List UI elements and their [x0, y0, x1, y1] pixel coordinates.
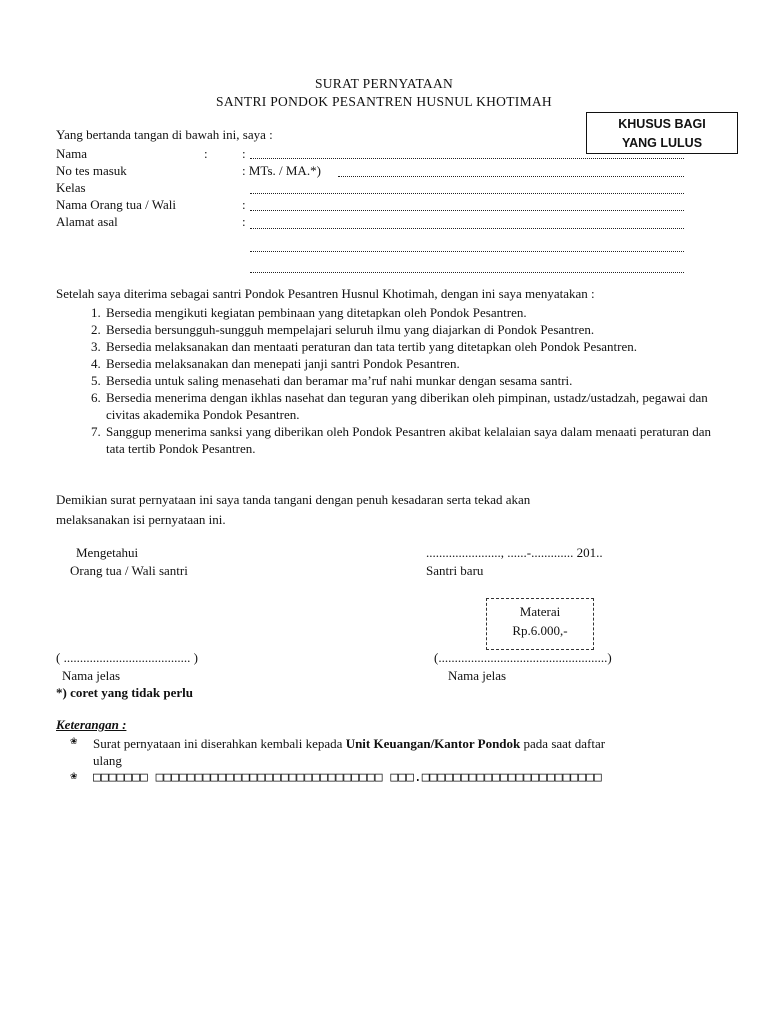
statement-intro: Setelah saya diterima sebagai santri Pondok Pesantren Husnul Khotimah, dengan ini saya menyatakan : — [56, 286, 595, 301]
no-tes-value: : MTs. / MA.*) — [242, 163, 321, 178]
no-tes-line — [338, 176, 684, 177]
badge-line1: KHUSUS BAGI — [618, 117, 706, 131]
keterangan-item-1 — [93, 736, 605, 752]
materai-stamp-box — [486, 598, 594, 650]
keterangan-item-1-tail: pada saat daftar — [520, 736, 606, 751]
wali-line — [250, 210, 684, 211]
santri-baru-label: Santri baru — [426, 563, 484, 578]
doc-subtitle: SANTRI PONDOK PESANTREN HUSNUL KHOTIMAH — [216, 94, 552, 109]
flower-bullet-icon: ❀ — [70, 772, 78, 782]
doc-title: SURAT PERNYATAAN — [314, 76, 454, 91]
field-colon: : — [204, 146, 208, 161]
field-label-no-tes: No tes masuk — [56, 163, 127, 178]
keterangan-item-1-bold: Unit Keuangan/Kantor Pondok — [345, 736, 521, 751]
list-item: 6. Bersedia menerima dengan ikhlas nasehat dan teguran yang diberikan oleh pimpinan, ustadz/ustadzah, pegawai dan civitas akademika Pondok Pesantren. — [104, 389, 724, 423]
keterangan-title: Keterangan : — [56, 717, 127, 732]
list-item: 7. Sanggup menerima sanksi yang diberikan oleh Pondok Pesantren akibat kelalaian saya dalam menaati peraturan dan tata tertib Pondok Pesantren. — [104, 423, 724, 457]
nama-jelas-right: Nama jelas — [448, 668, 507, 683]
list-item: 2. Bersedia bersungguh-sungguh mempelajari seluruh ilmu yang diajarkan di Pondok Pesantren. — [104, 321, 724, 338]
badge-line2: YANG LULUS — [621, 136, 703, 150]
field-colon: : — [242, 146, 246, 161]
date-line: ......................., ......-............. 201.. — [426, 545, 603, 560]
wali-santri-label: Orang tua / Wali santri — [70, 563, 188, 578]
alamat-line-2 — [250, 251, 684, 252]
mengetahui-label: Mengetahui — [76, 545, 139, 560]
field-colon: : — [242, 214, 246, 229]
field-label-kelas: Kelas — [56, 180, 86, 195]
khusus-badge — [586, 112, 738, 154]
kelas-line — [250, 193, 684, 194]
closing-line-1: Demikian surat pernyataan ini saya tanda tangani dengan penuh kesadaran serta tekad akan — [56, 492, 531, 507]
list-item: 5. Bersedia untuk saling menasehati dan beramar ma’ruf nahi munkar dengan sesama santri. — [104, 372, 724, 389]
flower-bullet-icon: ❀ — [70, 737, 78, 747]
list-item: 1. Bersedia mengikuti kegiatan pembinaan yang ditetapkan oleh Pondok Pesantren. — [104, 304, 724, 321]
field-colon: : — [242, 197, 246, 212]
keterangan-item-1-text: Surat pernyataan ini diserahkan kembali kepada — [93, 736, 346, 751]
signature-wali-parens: ( ....................................... ) — [56, 650, 198, 665]
signature-santri-parens: (....................................................) — [434, 650, 612, 665]
field-label-nama: Nama — [56, 146, 88, 161]
keterangan-item-2: □□□□□□□ □□□□□□□□□□□□□□□□□□□□□□□□□□□□□ □□□.□□□□□□□□□□□□□□□□□□□□□□□ — [93, 770, 602, 785]
intro-text: Yang bertanda tangan di bawah ini, saya : — [56, 127, 273, 142]
list-item: 4. Bersedia melaksanakan dan menepati janji santri Pondok Pesantren. — [104, 355, 724, 372]
coret-note: *) coret yang tidak perlu — [56, 685, 193, 700]
materai-label: Materai — [519, 604, 561, 619]
statement-list — [76, 304, 724, 457]
nama-line — [250, 158, 684, 159]
closing-line-2: melaksanakan isi pernyataan ini. — [56, 512, 226, 527]
list-item: 3. Bersedia melaksanakan dan mentaati peraturan dan tata tertib yang ditetapkan oleh Pondok Pesantren. — [104, 338, 724, 355]
alamat-line-3 — [250, 272, 684, 273]
alamat-line-1 — [250, 228, 684, 229]
nama-jelas-left: Nama jelas — [62, 668, 121, 683]
materai-amount: Rp.6.000,- — [512, 623, 568, 638]
field-label-wali: Nama Orang tua / Wali — [56, 197, 177, 212]
keterangan-item-1-line2: ulang — [93, 753, 122, 768]
field-label-alamat: Alamat asal — [56, 214, 118, 229]
